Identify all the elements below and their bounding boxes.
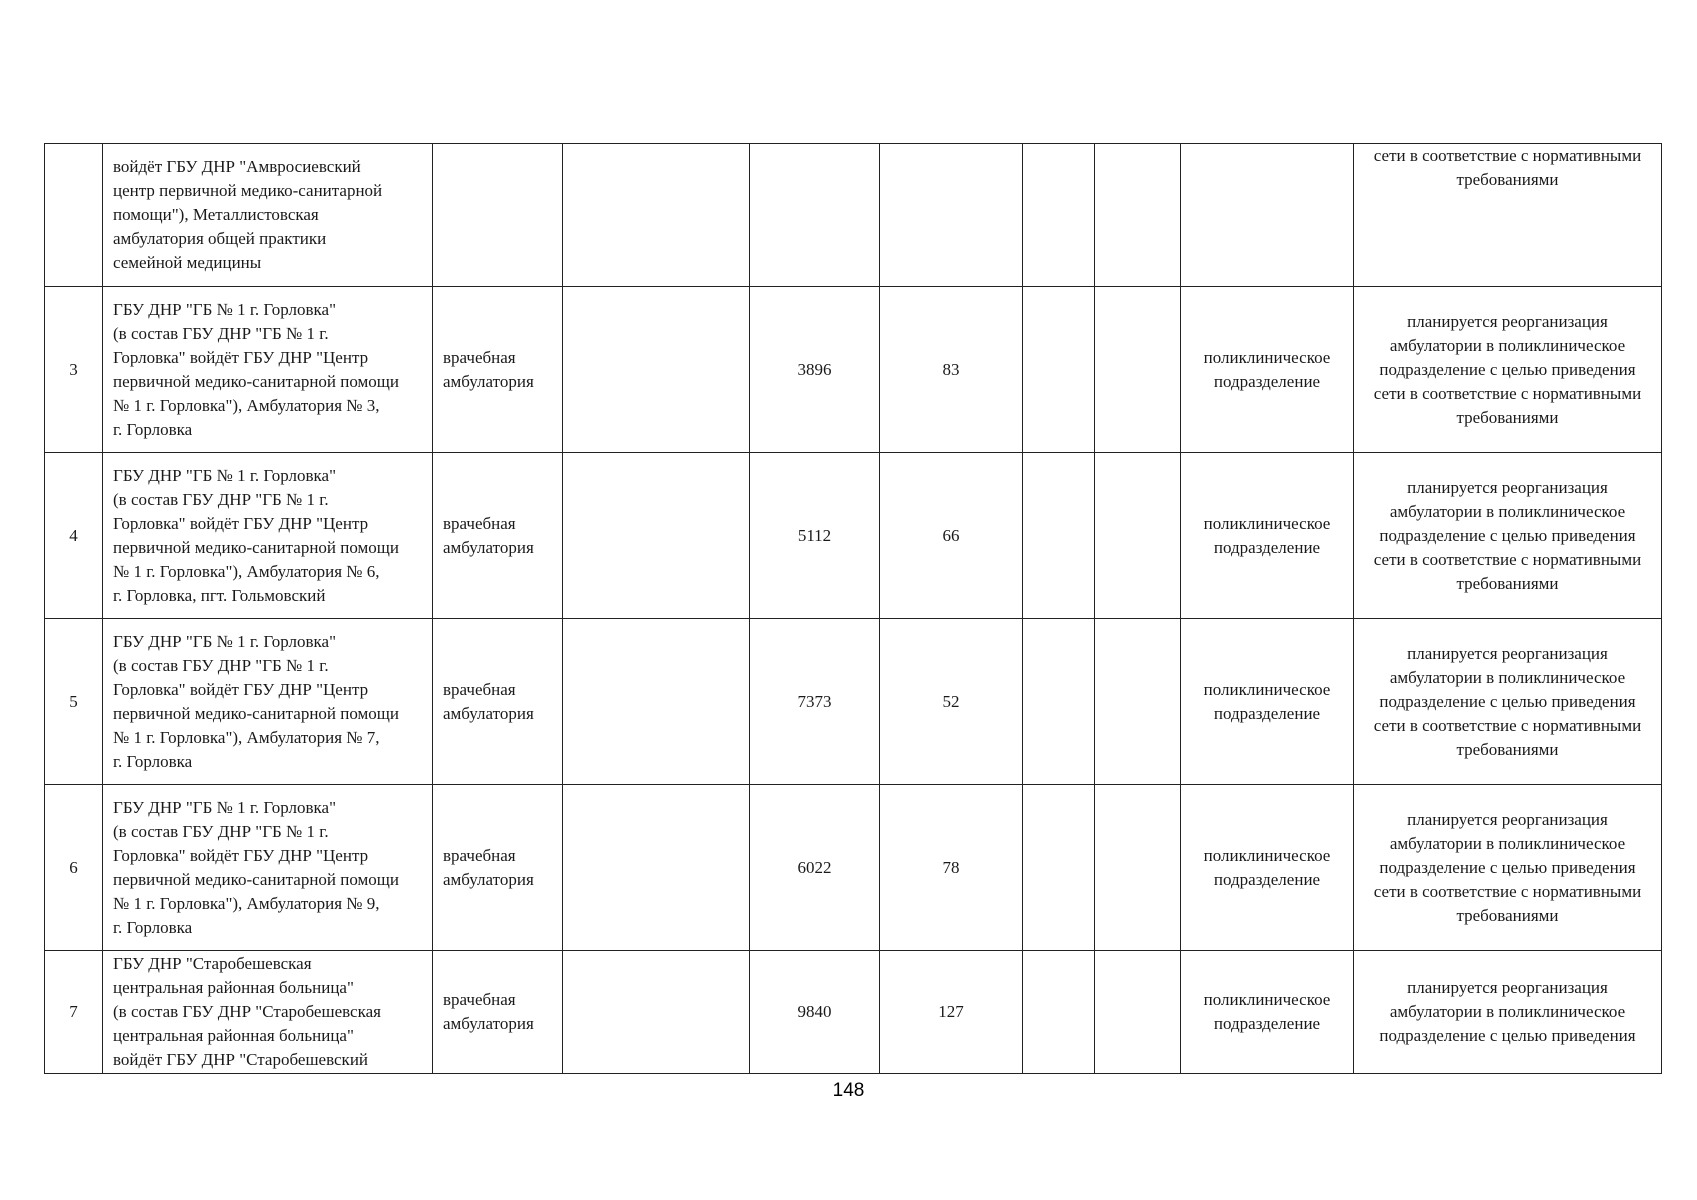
cell-new-type	[1181, 619, 1354, 785]
text-line: сети в соответствие с нормативными	[1373, 549, 1642, 569]
text-line: поликлиническое	[1203, 347, 1331, 367]
text-line: № 1 г. Горловка"), Амбулатория № 9,	[113, 893, 380, 913]
cell-institution-name	[103, 951, 433, 1074]
cell-number: 5	[45, 619, 103, 785]
table-row	[45, 951, 1662, 1074]
text-line: семейной медицины	[113, 253, 262, 272]
text-line: амбулатории в поликлиническое	[1389, 833, 1626, 853]
cell-population	[750, 144, 880, 287]
cell-empty	[563, 619, 750, 785]
text-line: подразделение с целью приведения	[1379, 525, 1636, 545]
text-line: Горловка" войдёт ГБУ ДНР "Центр	[113, 347, 369, 367]
cell-new-type	[1181, 287, 1354, 453]
cell-population: 5112	[750, 453, 880, 619]
text-line: № 1 г. Горловка"), Амбулатория № 6,	[113, 561, 380, 581]
cell-note	[1354, 453, 1662, 619]
cell-note	[1354, 619, 1662, 785]
cell-empty	[1023, 144, 1095, 287]
cell-note	[1354, 144, 1662, 287]
text-line: сети в соответствие с нормативными	[1373, 715, 1642, 735]
cell-facility-type	[433, 951, 563, 1074]
text-line: центральная районная больница"	[113, 978, 354, 997]
text-line: (в состав ГБУ ДНР "ГБ № 1 г.	[113, 821, 329, 841]
cell-empty	[1023, 453, 1095, 619]
cell-empty	[563, 287, 750, 453]
text-line: (в состав ГБУ ДНР "ГБ № 1 г.	[113, 655, 329, 675]
text-line: сети в соответствие с нормативными	[1373, 146, 1642, 165]
cell-facility-type	[433, 619, 563, 785]
cell-facility-type	[433, 785, 563, 951]
cell-institution-name	[103, 785, 433, 951]
text-line: амбулатория общей практики	[113, 229, 327, 248]
text-line: подразделение с целью приведения	[1379, 1026, 1636, 1045]
text-line: планируется реорганизация	[1407, 311, 1608, 331]
text-line: амбулатории в поликлиническое	[1389, 667, 1626, 687]
text-line: Горловка" войдёт ГБУ ДНР "Центр	[113, 679, 369, 699]
text-line: подразделение с целью приведения	[1379, 857, 1636, 877]
cell-empty	[563, 785, 750, 951]
text-line: планируется реорганизация	[1407, 809, 1608, 829]
cell-facility-type	[433, 144, 563, 287]
text-line: амбулатории в поликлиническое	[1389, 501, 1626, 521]
text-line: Горловка" войдёт ГБУ ДНР "Центр	[113, 845, 369, 865]
table-row	[45, 619, 1662, 785]
text-line: ГБУ ДНР "ГБ № 1 г. Горловка"	[113, 797, 337, 817]
text-line: № 1 г. Горловка"), Амбулатория № 3,	[113, 395, 380, 415]
text-line: первичной медико-санитарной помощи	[113, 371, 399, 391]
text-line: первичной медико-санитарной помощи	[113, 537, 399, 557]
text-line: № 1 г. Горловка"), Амбулатория № 7,	[113, 727, 380, 747]
text-line: подразделение с целью приведения	[1379, 691, 1636, 711]
cell-note	[1354, 287, 1662, 453]
cell-number	[45, 144, 103, 287]
text-line: первичной медико-санитарной помощи	[113, 703, 399, 723]
table-row	[45, 785, 1662, 951]
text-line: войдёт ГБУ ДНР "Старобешевский	[113, 1050, 369, 1069]
cell-empty	[1023, 785, 1095, 951]
text-line: сети в соответствие с нормативными	[1373, 881, 1642, 901]
cell-distance: 78	[880, 785, 1023, 951]
cell-empty	[563, 951, 750, 1074]
text-line: требованиями	[1456, 573, 1559, 593]
cell-empty	[1095, 785, 1181, 951]
text-line: ГБУ ДНР "ГБ № 1 г. Горловка"	[113, 631, 337, 651]
table-row	[45, 453, 1662, 619]
cell-institution-name	[103, 453, 433, 619]
text-line: амбулатории в поликлиническое	[1389, 335, 1626, 355]
text-line: поликлиническое	[1203, 679, 1331, 699]
cell-empty	[1023, 951, 1095, 1074]
text-line: подразделение	[1213, 869, 1321, 889]
text-line: ГБУ ДНР "ГБ № 1 г. Горловка"	[113, 299, 337, 319]
cell-distance: 127	[880, 951, 1023, 1074]
cell-new-type	[1181, 785, 1354, 951]
cell-institution-name	[103, 619, 433, 785]
document-table	[44, 143, 1662, 1074]
text-line: подразделение	[1213, 371, 1321, 391]
text-line: планируется реорганизация	[1407, 477, 1608, 497]
cell-empty	[1095, 287, 1181, 453]
cell-empty	[1023, 287, 1095, 453]
text-line: подразделение	[1213, 537, 1321, 557]
text-line: Горловка" войдёт ГБУ ДНР "Центр	[113, 513, 369, 533]
text-line: подразделение с целью приведения	[1379, 359, 1636, 379]
text-line: врачебная	[443, 347, 516, 367]
cell-number: 7	[45, 951, 103, 1074]
text-line: г. Горловка	[113, 917, 193, 937]
text-line: г. Горловка	[113, 419, 193, 439]
text-line: помощи"), Металлистовская	[113, 205, 319, 224]
text-line: поликлиническое	[1203, 845, 1331, 865]
cell-number: 4	[45, 453, 103, 619]
cell-distance: 52	[880, 619, 1023, 785]
text-line: требованиями	[1456, 905, 1559, 925]
cell-population: 3896	[750, 287, 880, 453]
text-line: центр первичной медико-санитарной	[113, 181, 383, 200]
text-line: подразделение	[1213, 1014, 1321, 1033]
text-line: врачебная	[443, 679, 516, 699]
cell-number: 6	[45, 785, 103, 951]
text-line: амбулатории в поликлиническое	[1389, 1002, 1626, 1021]
text-line: требованиями	[1456, 739, 1559, 759]
cell-facility-type	[433, 287, 563, 453]
text-line: войдёт ГБУ ДНР "Амвросиевский	[113, 157, 361, 176]
text-line: амбулатория	[443, 537, 534, 557]
cell-distance	[880, 144, 1023, 287]
text-line: г. Горловка	[113, 751, 193, 771]
text-line: амбулатория	[443, 703, 534, 723]
cell-institution-name	[103, 287, 433, 453]
text-line: поликлиническое	[1203, 990, 1331, 1009]
text-line: врачебная	[443, 845, 516, 865]
text-line: амбулатория	[443, 1014, 534, 1033]
cell-note	[1354, 951, 1662, 1074]
text-line: амбулатория	[443, 869, 534, 889]
text-line: требованиями	[1456, 170, 1559, 189]
text-line: планируется реорганизация	[1407, 978, 1608, 997]
cell-empty	[1095, 144, 1181, 287]
cell-population: 7373	[750, 619, 880, 785]
text-line: поликлиническое	[1203, 513, 1331, 533]
text-line: (в состав ГБУ ДНР "Старобешевская	[113, 1002, 381, 1021]
cell-empty	[563, 453, 750, 619]
cell-distance: 83	[880, 287, 1023, 453]
text-line: центральная районная больница"	[113, 1026, 354, 1045]
cell-population: 9840	[750, 951, 880, 1074]
cell-empty	[1095, 453, 1181, 619]
text-line: амбулатория	[443, 371, 534, 391]
text-line: (в состав ГБУ ДНР "ГБ № 1 г.	[113, 323, 329, 343]
table-row	[45, 287, 1662, 453]
text-line: первичной медико-санитарной помощи	[113, 869, 399, 889]
cell-empty	[1095, 951, 1181, 1074]
cell-population: 6022	[750, 785, 880, 951]
text-line: (в состав ГБУ ДНР "ГБ № 1 г.	[113, 489, 329, 509]
table-row-continuation	[45, 144, 1662, 287]
cell-facility-type	[433, 453, 563, 619]
cell-institution-name	[103, 144, 433, 287]
text-line: врачебная	[443, 513, 516, 533]
cell-empty	[1023, 619, 1095, 785]
cell-number: 3	[45, 287, 103, 453]
cell-distance: 66	[880, 453, 1023, 619]
text-line: ГБУ ДНР "Старобешевская	[113, 954, 312, 973]
cell-new-type	[1181, 144, 1354, 287]
text-line: подразделение	[1213, 703, 1321, 723]
text-line: врачебная	[443, 990, 516, 1009]
text-line: требованиями	[1456, 407, 1559, 427]
cell-new-type	[1181, 453, 1354, 619]
cell-empty	[563, 144, 750, 287]
cell-empty	[1095, 619, 1181, 785]
page-number: 148	[832, 1080, 865, 1101]
text-line: сети в соответствие с нормативными	[1373, 383, 1642, 403]
cell-new-type	[1181, 951, 1354, 1074]
cell-note	[1354, 785, 1662, 951]
text-line: г. Горловка, пгт. Гольмовский	[113, 585, 326, 605]
text-line: планируется реорганизация	[1407, 643, 1608, 663]
text-line: ГБУ ДНР "ГБ № 1 г. Горловка"	[113, 465, 337, 485]
